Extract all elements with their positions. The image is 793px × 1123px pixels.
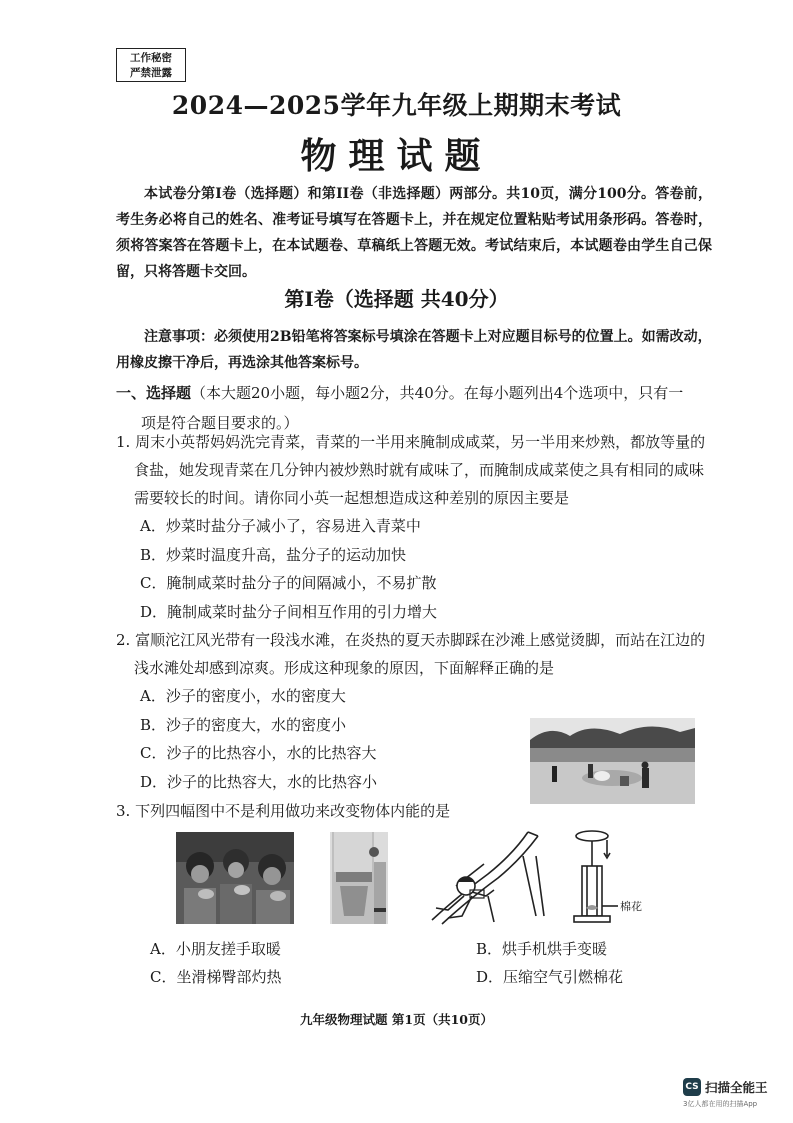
kids-rubbing-hands-photo <box>176 832 294 924</box>
page-footer: 九年级物理试题 第1页（共10页） <box>300 1012 493 1027</box>
question-3-option-d: D．压缩空气引燃棉花 <box>476 968 624 986</box>
confidential-stamp <box>116 48 186 82</box>
question-3 <box>116 797 716 825</box>
question-3-option-c: C．坐滑梯臀部灼热 <box>150 968 282 986</box>
section-description: （本大题20小题，每小题2分，共40分。在每小题列出4个选项中，只有一 <box>191 384 684 402</box>
subject-title: 物理试题 <box>300 135 493 177</box>
slide-illustration <box>428 826 548 928</box>
scanner-tagline: 3亿人都在用的扫描App <box>683 1100 758 1108</box>
exam-title: 2024—2025学年九年级上期期末考试 <box>171 91 622 120</box>
question-3-stem: 3. 下列四幅图中不是利用做功来改变物体内能的是 <box>116 802 451 820</box>
scanner-app-name: 扫描全能王 <box>705 1080 768 1095</box>
question-1 <box>116 428 716 626</box>
question-1-option-c: C．腌制咸菜时盐分子的间隔减小，不易扩散 <box>140 574 437 592</box>
hand-dryer-photo <box>330 832 388 924</box>
question-3-option-b: B．烘手机烘手变暖 <box>476 940 608 958</box>
question-1-option-b: B．炒菜时温度升高，盐分子的运动加快 <box>140 545 407 564</box>
scanner-logo-icon: CS <box>683 1078 701 1096</box>
question-2-option-a: A．沙子的密度小，水的密度大 <box>140 687 346 705</box>
cotton-label: 棉花 <box>620 900 642 913</box>
confidential-line-1: 工作秘密 <box>130 52 172 64</box>
part-one-title: 第I卷（选择题 共40分） <box>284 287 509 311</box>
answer-notice: 注意事项：必须使用2B铅笔将答案标号填涂在答题卡上对应题目标号的位置上。如需改动，用橡皮擦干净后，再选涂其他答案标号。 <box>116 329 712 371</box>
scanner-watermark <box>683 1074 793 1114</box>
exam-instructions: 本试卷分第I卷（选择题）和第II卷（非选择题）两部分。共10页，满分100分。答卷前，考生务必将自己的姓名、准考证号填写在答题卡上，并在规定位置粘贴考试用条形码。答卷时，须将答案答在答题卡上，在本试题卷、草稿纸上答题无效。考试结束后，本试题卷由学生自己保留，只将答题卡交回。 <box>116 186 712 280</box>
confidential-line-2: 严禁泄露 <box>130 67 172 79</box>
question-2-option-b: B．沙子的密度大，水的密度小 <box>140 715 347 734</box>
question-2-option-d: D．沙子的比热容大，水的比热容小 <box>140 772 378 791</box>
question-1-option-d: D．腌制咸菜时盐分子间相互作用的引力增大 <box>140 602 438 621</box>
question-1-option-a: A．炒菜时盐分子减小了，容易进入青菜中 <box>140 517 421 535</box>
question-2-stem: 2. 富顺沱江风光带有一段浅水滩，在炎热的夏天赤脚踩在沙滩上感觉烫脚，而站在江边的浅水滩处却感到凉爽。形成这种现象的原因，下面解释正确的是 <box>116 631 706 677</box>
question-1-stem: 1. 周末小英帮妈妈洗完青菜，青菜的一半用来腌制成咸菜，另一半用来炒熟，都放等量的食盐，她发现青菜在几分钟内被炒熟时就有咸味了，而腌制成咸菜使之具有相同的咸味需要较长的时间。请你同小英一起想想造成这种差别的原因主要是 <box>116 433 706 507</box>
beach-photo <box>530 718 695 804</box>
question-3-option-a: A．小朋友搓手取暖 <box>150 940 281 958</box>
section-title: 一、选择题 <box>116 384 192 402</box>
question-2-option-c: C．沙子的比热容小，水的比热容大 <box>140 744 377 762</box>
section-description-cont: 项是符合题目要求的。） <box>141 414 299 432</box>
